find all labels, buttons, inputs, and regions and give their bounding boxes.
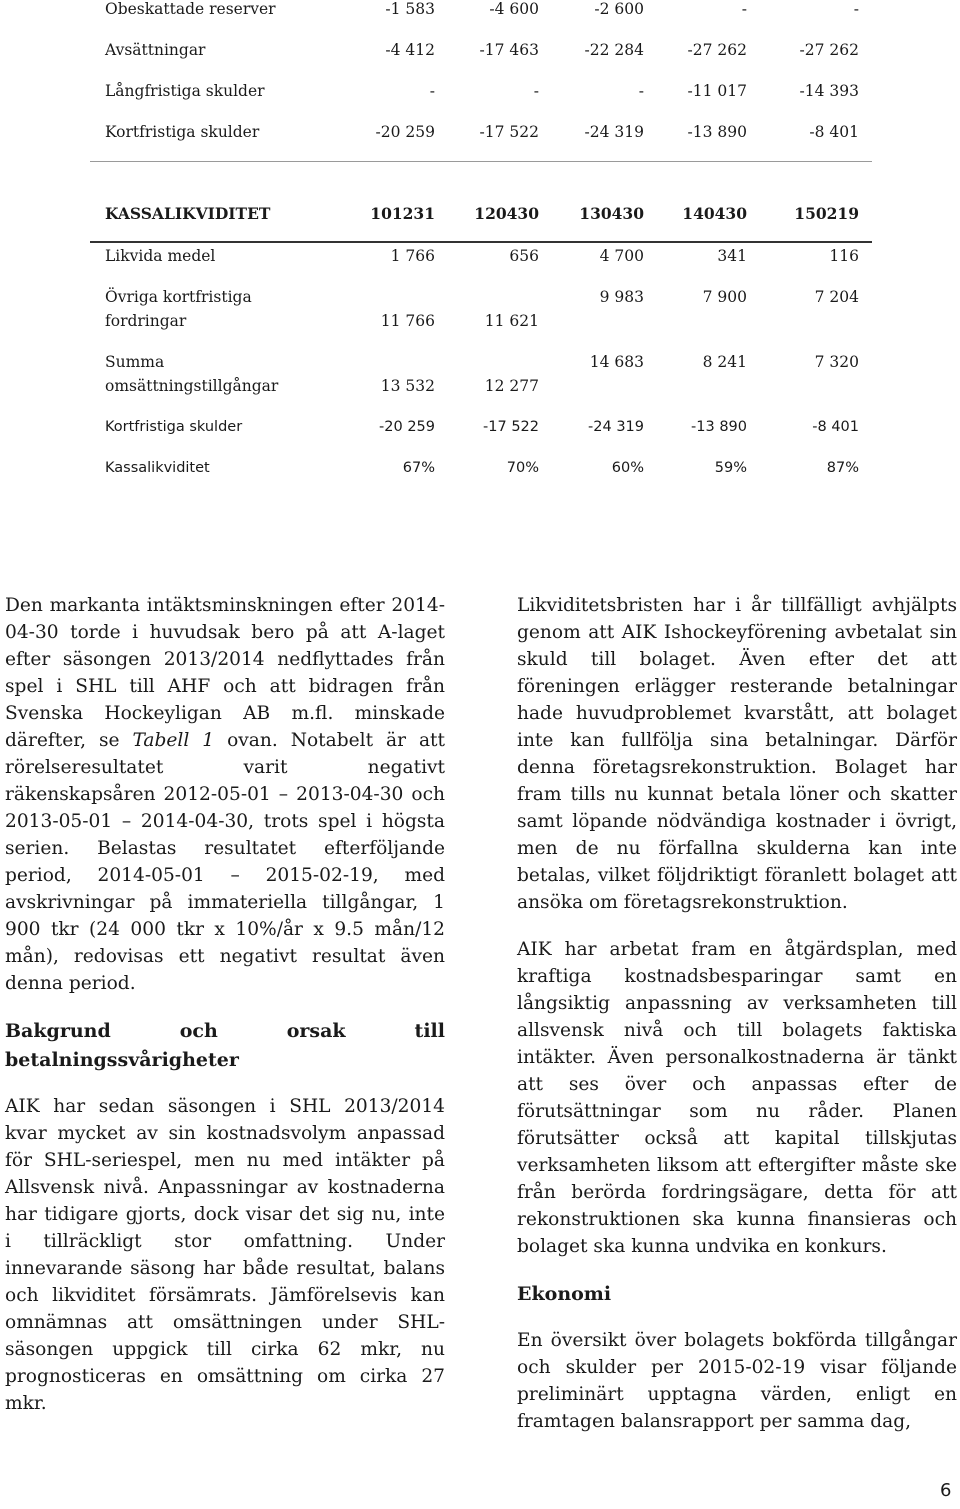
row-label: Kassalikviditet bbox=[105, 460, 210, 476]
body-paragraph: AIK har sedan säsongen i SHL 2013/2014 kvar mycket av sin kostnadsvolym anpassad för SHL-seriespel, men nu med intäkter på Allsvensk nivå. Anpassningar av kostnaderna har tidigare gjorts, dock visar det sig nu, inte i tillräckligt stor omfattning. Under innevarande säsong har både resultat, balans och likviditet försämrats. Jämförelsevis kan omnämnas att omsättningen under SHL-säsongen uppgick till cirka 62 mkr, nu prognosticeras en omsättning om cirka 27 mkr. bbox=[5, 1096, 445, 1414]
paragraph-text: ovan. Notabelt är att rörelseresultatet varit negativt räkenskapsåren 2012-05-01 – 2013-04-30 och 2013-05-01 – 2014-04-30, trots spel i högsta serien. Belastas resultatet efterföljande period, 2014-05-01 – 2015-02-19, med avskrivningar på immateriella tillgångar, 1 900 tkr (24 000 tkr x 10%/år x 9.5 mån/12 mån), redovisas ett negativt resultat även denna period. bbox=[5, 730, 445, 994]
page-number: 6 bbox=[940, 1480, 952, 1501]
table-row bbox=[90, 415, 872, 455]
row-label: Obeskattade reserver bbox=[105, 0, 276, 18]
cell: -13 890 bbox=[687, 123, 747, 141]
row-label: omsättningstillgångar bbox=[105, 377, 279, 395]
cell: 116 bbox=[829, 247, 859, 265]
cell: -4 600 bbox=[489, 0, 539, 18]
body-paragraph: AIK har arbetat fram en åtgärdsplan, med kraftiga kostnadsbesparingar samt en långsiktig anpassning av verksamheten till allsvensk nivå och till bolagets faktiska intäkter. Även personalkostnaderna är tänkt att ses över och anpassas efter de förutsättningar som nu råder. Planen förutsätter också att kapital tillskjutas verksamheten liksom att eftergifter måste ske från berörda fordringsägare, detta för att rekonstruktionen ska kunna finansieras och bolaget ska kunna undvika en konkurs. bbox=[517, 939, 957, 1257]
cell: 7 320 bbox=[814, 353, 859, 371]
header-cell: 150219 bbox=[794, 204, 859, 223]
cell: -24 319 bbox=[588, 419, 644, 435]
row-label: Summa bbox=[105, 353, 165, 371]
cell: 12 277 bbox=[484, 377, 539, 395]
cell: -27 262 bbox=[687, 41, 747, 59]
row-label: Kortfristiga skulder bbox=[105, 419, 243, 435]
cell: - bbox=[429, 82, 435, 100]
cell: -11 017 bbox=[687, 82, 747, 100]
cell: -17 522 bbox=[483, 419, 539, 435]
cell: 7 204 bbox=[814, 288, 859, 306]
cell: - bbox=[853, 0, 859, 18]
cell: -20 259 bbox=[375, 123, 435, 141]
header-cell: 101231 bbox=[370, 204, 435, 223]
row-label: Långfristiga skulder bbox=[105, 82, 265, 100]
cell: 9 983 bbox=[599, 288, 644, 306]
table-row bbox=[90, 120, 872, 160]
table-row bbox=[90, 285, 872, 337]
cell: -4 412 bbox=[385, 41, 435, 59]
cell: 7 900 bbox=[702, 288, 747, 306]
cell: -8 401 bbox=[812, 419, 859, 435]
cell: -17 463 bbox=[479, 41, 539, 59]
table-header-row bbox=[90, 202, 872, 242]
cell: 11 766 bbox=[380, 312, 435, 330]
header-label: KASSALIKVIDITET bbox=[105, 204, 271, 223]
cell: 11 621 bbox=[484, 312, 539, 330]
cell: 13 532 bbox=[380, 377, 435, 395]
cell: -2 600 bbox=[594, 0, 644, 18]
cell: 87% bbox=[826, 460, 859, 476]
table-header-rule bbox=[90, 241, 872, 243]
row-label: Kortfristiga skulder bbox=[105, 123, 260, 141]
cell: -1 583 bbox=[385, 0, 435, 18]
cell: 656 bbox=[509, 247, 539, 265]
table-row bbox=[90, 38, 872, 78]
header-cell: 140430 bbox=[682, 204, 747, 223]
section-heading: Bakgrund och orsak till betalningssvårigheter bbox=[5, 1020, 445, 1071]
cell: 14 683 bbox=[589, 353, 644, 371]
cell: - bbox=[533, 82, 539, 100]
cell: -13 890 bbox=[691, 419, 747, 435]
cell: 67% bbox=[402, 460, 435, 476]
table-divider bbox=[90, 161, 872, 162]
left-text-column bbox=[5, 592, 445, 1437]
cell: - bbox=[638, 82, 644, 100]
cell: -27 262 bbox=[799, 41, 859, 59]
cell: -8 401 bbox=[809, 123, 859, 141]
table-row bbox=[90, 0, 872, 37]
cell: 60% bbox=[611, 460, 644, 476]
table-row bbox=[90, 244, 872, 284]
table-row bbox=[90, 350, 872, 402]
table-reference: Tabell 1 bbox=[132, 730, 215, 751]
body-paragraph bbox=[5, 592, 445, 997]
cell: 1 766 bbox=[390, 247, 435, 265]
section-heading: Ekonomi bbox=[517, 1283, 612, 1305]
table-row bbox=[90, 456, 872, 496]
row-label: Likvida medel bbox=[105, 247, 216, 265]
right-text-column bbox=[517, 592, 957, 1455]
header-cell: 130430 bbox=[579, 204, 644, 223]
cell: 59% bbox=[714, 460, 747, 476]
table-row bbox=[90, 79, 872, 119]
row-label: Övriga kortfristiga bbox=[105, 288, 252, 306]
cell: 341 bbox=[717, 247, 747, 265]
row-label: Avsättningar bbox=[105, 41, 206, 59]
cell: 4 700 bbox=[599, 247, 644, 265]
cell: 8 241 bbox=[702, 353, 747, 371]
cell: -14 393 bbox=[799, 82, 859, 100]
cell: - bbox=[741, 0, 747, 18]
cell: -22 284 bbox=[584, 41, 644, 59]
paragraph-text: Den markanta intäktsminskningen efter 2014-04-30 torde i huvudsak bero på att A-laget efter säsongen 2013/2014 nedflyttades från spel i SHL till AHF och att bidragen från Svenska Hockeyligan AB m.fl. minskade därefter, se bbox=[5, 595, 445, 751]
cell: 70% bbox=[506, 460, 539, 476]
cell: -17 522 bbox=[479, 123, 539, 141]
body-paragraph: Likviditetsbristen har i år tillfälligt avhjälpts genom att AIK Ishockeyförening avbetalat sin skuld till bolaget. Även efter det att föreningen erlägger resterande betalningar hade huvudproblemet kvarstått, att bolaget inte kan fullfölja sina betalningar. Därför denna företagsrekonstruktion. Bolaget har fram tills nu kunnat betala löner och skatter samt löpande nödvändiga kostnader i övrigt, men de nu förfallna skulderna kan inte betalas, vilket följdriktigt föranlett bolaget att ansöka om företagsrekonstruktion. bbox=[517, 595, 957, 913]
header-cell: 120430 bbox=[474, 204, 539, 223]
row-label: fordringar bbox=[105, 312, 187, 330]
cell: -24 319 bbox=[584, 123, 644, 141]
cell: -20 259 bbox=[379, 419, 435, 435]
body-paragraph: En översikt över bolagets bokförda tillgångar och skulder per 2015-02-19 visar följande preliminärt upptagna värden, enligt en framtagen balansrapport per samma dag, bbox=[517, 1330, 957, 1432]
